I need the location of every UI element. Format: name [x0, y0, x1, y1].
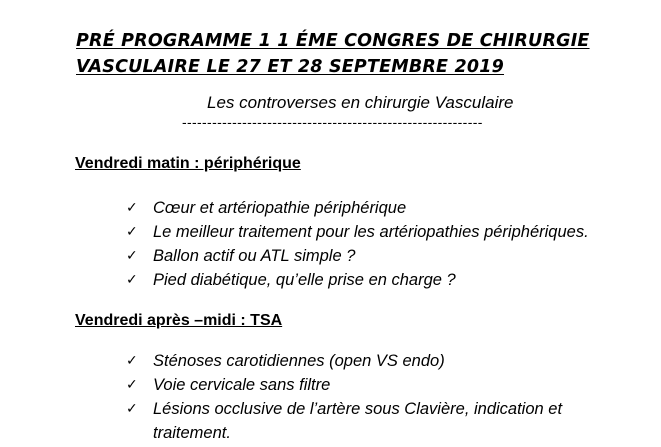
checkmark-icon: ✓ — [126, 224, 138, 240]
list-item-text: Ballon actif ou ATL simple ? — [153, 247, 356, 265]
list-item — [126, 397, 643, 445]
checkmark-icon: ✓ — [126, 377, 138, 393]
document-subtitle: Les controverses en chirurgie Vasculaire — [207, 93, 514, 112]
list-item-text: Pied diabétique, qu’elle prise en charge ? — [153, 271, 456, 289]
list-item — [126, 244, 589, 268]
list-item-text: Lésions occlusive de l’artère sous Clavière, indication et traitement. — [153, 400, 563, 442]
list-item — [126, 349, 643, 373]
checkmark-icon: ✓ — [126, 248, 138, 264]
checkmark-icon: ✓ — [126, 200, 138, 216]
list-item — [126, 373, 643, 397]
list-item-text: Sténoses carotidiennes (open VS endo) — [153, 352, 445, 370]
list-item-text: Voie cervicale sans filtre — [153, 376, 331, 394]
section-title-afternoon: Vendredi après –midi : TSA — [75, 312, 283, 329]
morning-topic-list — [126, 196, 589, 292]
list-item — [126, 268, 589, 292]
checkmark-icon: ✓ — [126, 401, 138, 417]
separator-line: ------------------------------------------------------------ — [182, 114, 483, 130]
list-item — [126, 196, 589, 220]
checkmark-icon: ✓ — [126, 353, 138, 369]
list-item-text: Le meilleur traitement pour les artériopathies périphériques. — [153, 223, 589, 241]
document-title — [76, 28, 656, 80]
afternoon-topic-list — [126, 349, 643, 445]
list-item — [126, 220, 589, 244]
title-line-2: VASCULAIRE LE 27 ET 28 SEPTEMBRE 2019 — [76, 57, 505, 77]
title-line-1: PRÉ PROGRAMME 1 1 ÉME CONGRES DE CHIRURGIE — [76, 31, 590, 51]
section-title-morning: Vendredi matin : périphérique — [75, 155, 301, 172]
checkmark-icon: ✓ — [126, 272, 138, 288]
list-item-text: Cœur et artériopathie périphérique — [153, 199, 407, 217]
